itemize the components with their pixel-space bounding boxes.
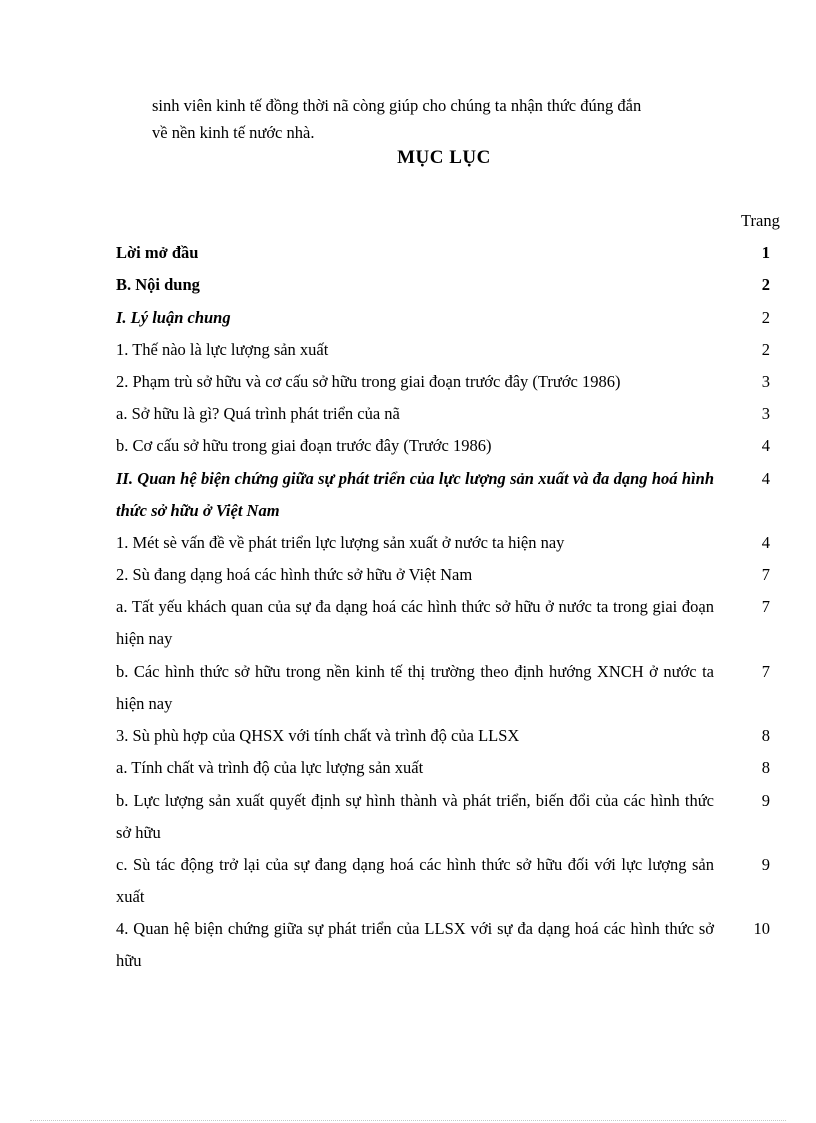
toc-entry-text: Lời mở đầu — [116, 243, 199, 262]
toc-entry — [116, 334, 786, 366]
toc-entry-page: 9 — [761, 791, 770, 810]
toc-entry-page: 4 — [761, 533, 770, 552]
toc-entry — [116, 366, 786, 398]
toc-entry — [116, 463, 786, 527]
toc-entry-page: 3 — [761, 372, 770, 391]
toc-entry-page: 8 — [761, 758, 770, 777]
toc-entry-page: 7 — [761, 597, 770, 616]
toc-entry-text: 2. Phạm trù sở hữu và cơ cấu sở hữu trong giai đoạn trước đây (Trước 1986) — [116, 372, 621, 391]
toc-entry-text: b. Các hình thức sở hữu trong nền kinh tế thị trường theo định hướng XNCH ở nước ta hiện nay — [116, 662, 714, 713]
toc-entry-page: 4 — [761, 436, 770, 455]
toc-entry-text: 4. Quan hệ biện chứng giữa sự phát triển của LLSX với sự đa dạng hoá các hình thức sở hữu — [116, 919, 714, 970]
toc-entry — [116, 656, 786, 720]
toc-entry — [116, 430, 786, 462]
toc-entry-text: a. Sở hữu là gì? Quá trình phát triển của nã — [116, 404, 400, 423]
toc-entry-page: 1 — [761, 243, 770, 262]
toc-entry-page: 2 — [761, 340, 770, 359]
toc-entry — [116, 237, 786, 269]
toc-entry — [116, 785, 786, 849]
intro-line-2: về nền kinh tế nước nhà. — [152, 123, 315, 142]
toc-entry-text: 3. Sù phù hợp của QHSX với tính chất và trình độ của LLSX — [116, 726, 520, 745]
toc-entry-text: b. Lực lượng sản xuất quyết định sự hình thành và phát triển, biến đổi của các hình thức sở hữu — [116, 791, 714, 842]
intro-paragraph — [152, 92, 742, 146]
toc-entry-text: I. Lý luận chung — [116, 308, 231, 327]
toc-entry-page: 8 — [761, 726, 770, 745]
page-bottom-divider — [30, 1120, 786, 1121]
toc-entry — [116, 752, 786, 784]
toc-entry — [116, 559, 786, 591]
toc-entry-text: a. Tất yếu khách quan của sự đa dạng hoá các hình thức sở hữu ở nước ta trong giai đoạn hiện nay — [116, 597, 714, 648]
toc-entry-page: 4 — [761, 469, 770, 488]
toc-entry — [116, 527, 786, 559]
toc-entry-text: B. Nội dung — [116, 275, 200, 294]
toc-page-header: Trang — [741, 211, 780, 230]
toc-entry — [116, 849, 786, 913]
toc-entry-page: 3 — [761, 404, 770, 423]
toc-entry — [116, 913, 786, 977]
toc-entry-page: 2 — [761, 275, 770, 294]
toc-entry-text: c. Sù tác động trở lại của sự đang dạng hoá các hình thức sở hữu đối với lực lượng sản xuất — [116, 855, 714, 906]
toc-entry-page: 7 — [761, 565, 770, 584]
toc-entry-page: 2 — [761, 308, 770, 327]
toc-entry — [116, 591, 786, 655]
toc-entry-page: 7 — [761, 662, 770, 681]
intro-line-1: sinh viên kinh tế đồng thời nã còng giúp cho chúng ta nhận thức đúng đắn — [152, 96, 642, 115]
toc-entry — [116, 302, 786, 334]
toc-entry — [116, 720, 786, 752]
toc-entry — [116, 269, 786, 301]
toc-entry-page: 10 — [753, 919, 770, 938]
toc-entry — [116, 398, 786, 430]
toc-entry-text: a. Tính chất và trình độ của lực lượng sản xuất — [116, 758, 424, 777]
toc-entry-text: 2. Sù đang dạng hoá các hình thức sở hữu ở Việt Nam — [116, 565, 473, 584]
toc-title: MỤC LỤC — [397, 147, 491, 168]
toc-entry-text: II. Quan hệ biện chứng giữa sự phát triển của lực lượng sản xuất và đa dạng hoá hình thức sở hữu ở Việt Nam — [116, 469, 714, 520]
toc-entry-page: 9 — [761, 855, 770, 874]
toc-entry-text: 1. Mét sè vấn đề về phát triển lực lượng sản xuất ở nước ta hiện nay — [116, 533, 565, 552]
toc-entry-text: 1. Thế nào là lực lượng sản xuất — [116, 340, 329, 359]
toc-entry-text: b. Cơ cấu sở hữu trong giai đoạn trước đây (Trước 1986) — [116, 436, 492, 455]
